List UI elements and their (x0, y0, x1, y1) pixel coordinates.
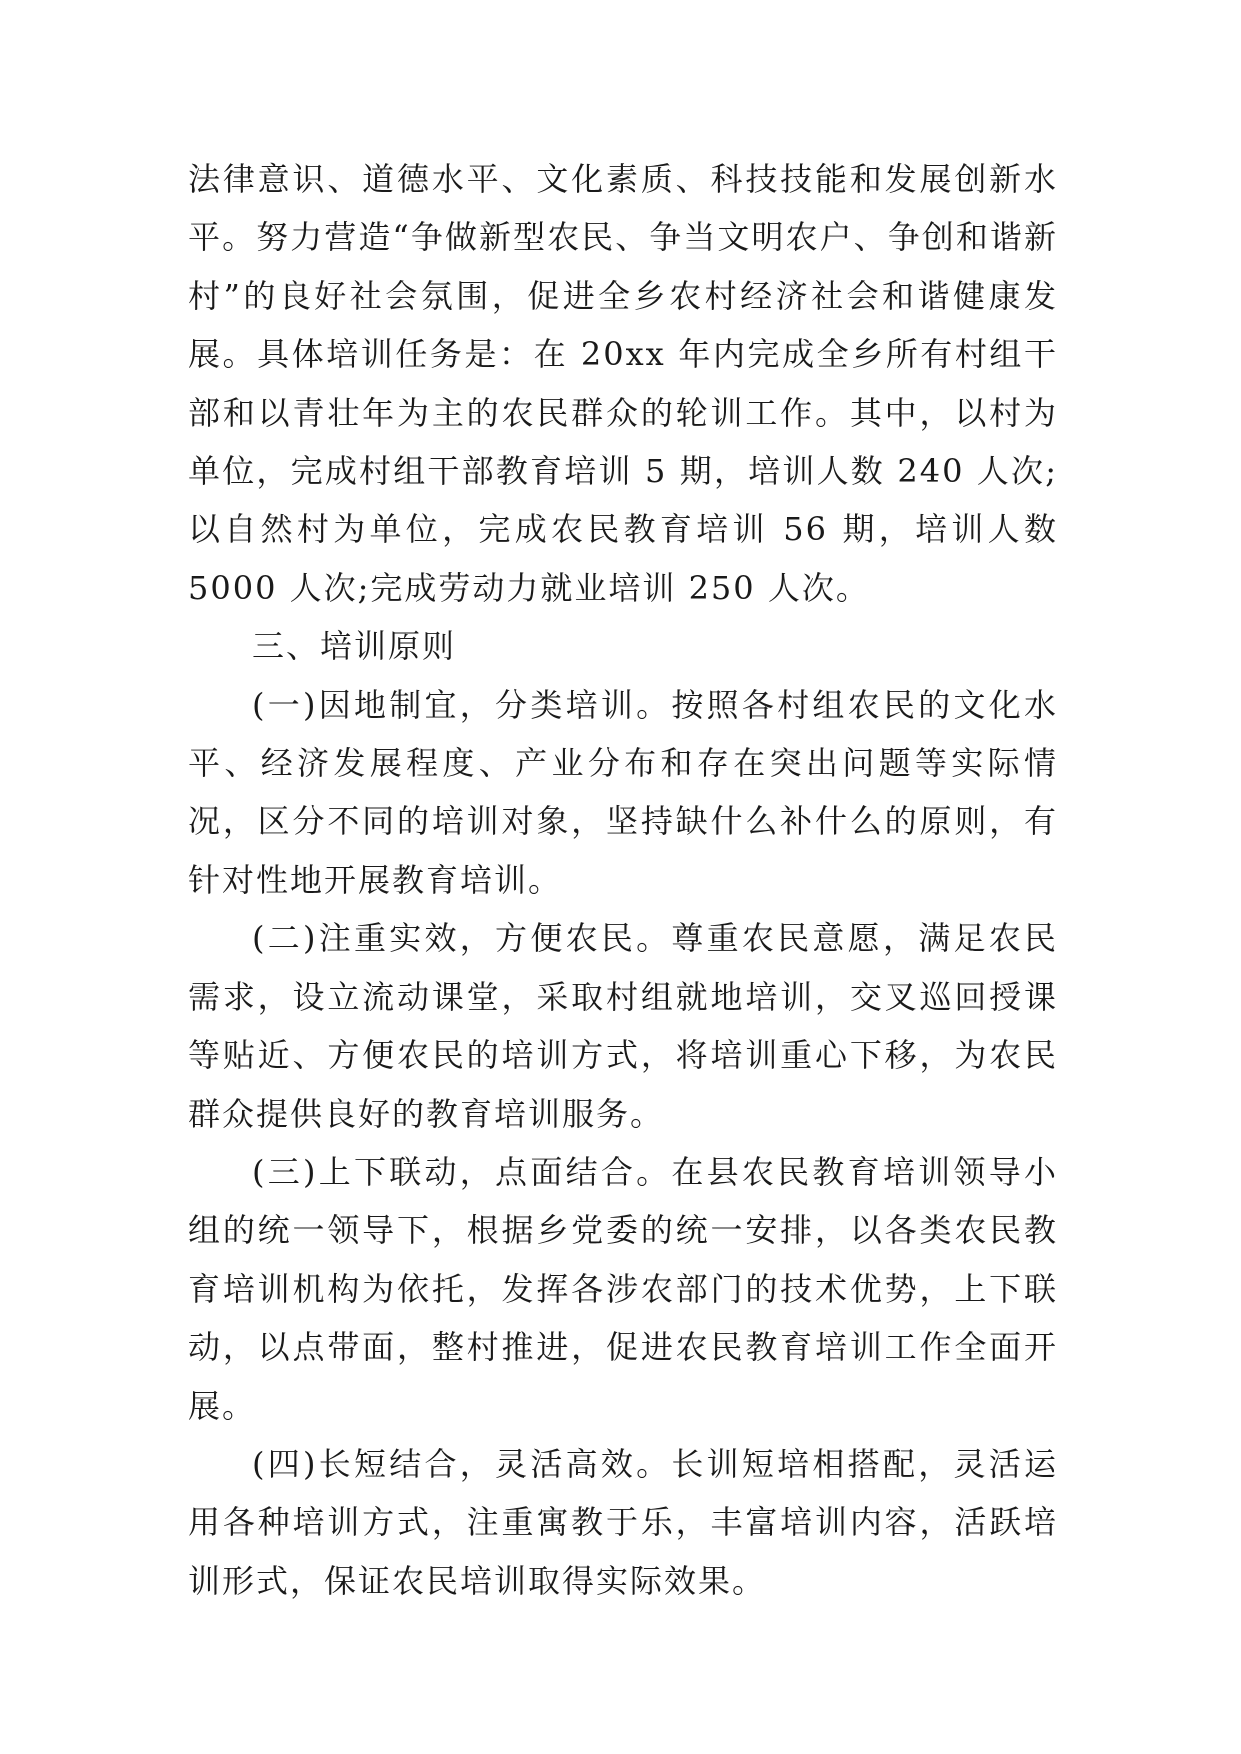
section-heading-training-principles: 三、培训原则 (252, 627, 457, 666)
paragraph-principle-4: (四)长短结合，灵活高效。长训短培相搭配，灵活运用各种培训方式，注重寓教于乐，丰富培训内容，活跃培训形式，保证农民培训取得实际效果。 (188, 1444, 1058, 1600)
paragraph-principle-2: (二)注重实效，方便农民。尊重农民意愿，满足农民需求，设立流动课堂，采取村组就地培训，交叉巡回授课等贴近、方便农民的培训方式，将培训重心下移，为农民群众提供良好的教育培训服务。 (188, 919, 1058, 1133)
document-body (188, 150, 1058, 1610)
paragraph-continuation: 法律意识、道德水平、文化素质、科技技能和发展创新水平。努力营造“争做新型农民、争当文明农户、争创和谐新村”的良好社会氛围，促进全乡农村经济社会和谐健康发展。具体培训任务是：在 20xx 年内完成全乡所有村组干部和以青壮年为主的农民群众的轮训工作。其中，以村为单位，完成村组干部教育培训 5 期，培训人数 240 人次;以自然村为单位，完成农民教育培训 56 期，培训人数 5000 人次;完成劳动力就业培训 250 人次。 (188, 160, 1058, 607)
paragraph-principle-3: (三)上下联动，点面结合。在县农民教育培训领导小组的统一领导下，根据乡党委的统一安排，以各类农民教育培训机构为依托，发挥各涉农部门的技术优势，上下联动，以点带面，整村推进，促进农民教育培训工作全面开展。 (188, 1152, 1058, 1425)
paragraph-principle-1: (一)因地制宜，分类培训。按照各村组农民的文化水平、经济发展程度、产业分布和存在突出问题等实际情况，区分不同的培训对象，坚持缺什么补什么的原则，有针对性地开展教育培训。 (188, 685, 1058, 899)
